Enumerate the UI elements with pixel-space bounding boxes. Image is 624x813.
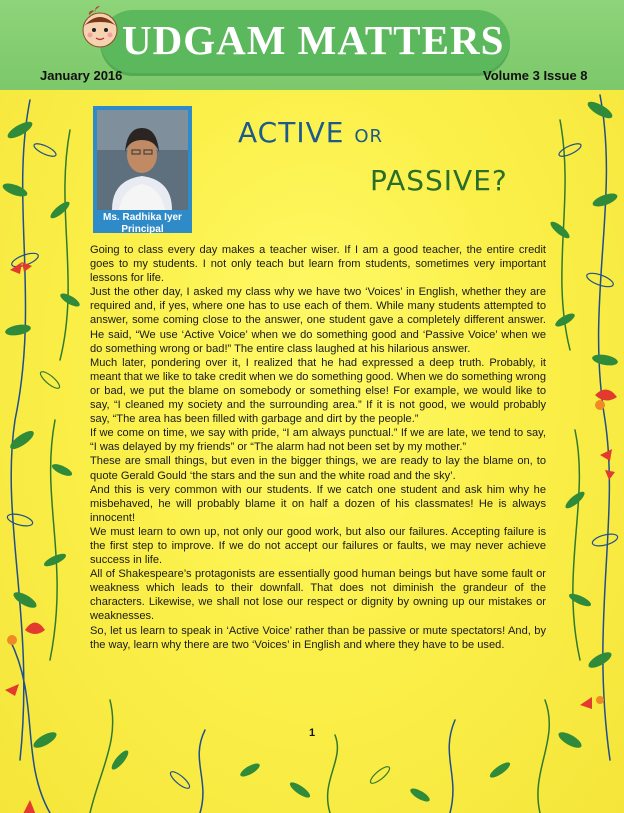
principal-role: Principal <box>121 224 164 235</box>
principal-photo-card <box>93 106 192 233</box>
paragraph: Much later, pondering over it, I realized that he had expressed a deep truth. Probably, it meant that we like to take credit when we do something good. When we do something wrong or bad, we put the blame on somebody or something else! For example, we would like to say, “I cleaned my society and the surrounding area.” If it is not good, we would probably say, “The area has been filled with garbage and dirt by the people.” <box>90 356 546 426</box>
paragraph: Just the other day, I asked my class why we have two ‘Voices’ in English, whether they are required and, if yes, where one has to use each of them. While many students attempted to answer, some coming close to the answer, one student gave a completely different answer. He said, “We use ‘Active Voice’ when we do something good and ‘Passive Voice’ when we do something wrong or bad!” The entire class laughed at his hilarious answer. <box>90 286 546 355</box>
page-number: 1 <box>308 727 316 739</box>
mascot-face-icon <box>76 4 124 52</box>
newsletter-title: UDGAM MATTERS <box>122 17 505 63</box>
principal-name: Ms. Radhika Iyer <box>103 212 182 223</box>
paragraph: If we come on time, we say with pride, “I am always punctual.” If we are late, we tend to say, “I was delayed by my friends” or “The alarm had not been set by my mother.” <box>90 427 546 454</box>
paragraph: Going to class every day makes a teacher wiser. If I am a good teacher, the entire credit goes to my students. I not only teach but learn from students, sometimes very important lessons for life. <box>90 244 546 285</box>
paragraph: We must learn to own up, not only our good work, but also our failures. Accepting failure is the first step to improve. If we do not accept our failures or faults, we may never achieve success in life. <box>90 525 546 567</box>
heading-or-word: OR <box>354 126 384 147</box>
principal-photo <box>97 110 188 210</box>
article-body <box>90 243 546 652</box>
paragraph: These are small things, but even in the bigger things, we are ready to lay the blame on, to quote Gerald Gould ‘the stars and the sun and the white road and the sky’. <box>90 455 546 482</box>
heading-active <box>238 116 383 149</box>
paragraph: So, let us learn to speak in ‘Active Voice’ rather than be passive or mute spectators! And, by the way, learn why there are two ‘Voices’ in English and where they have to be used. <box>90 624 546 651</box>
heading-passive: PASSIVE? <box>370 164 508 197</box>
issue-volume: Volume 3 Issue 8 <box>483 68 588 83</box>
paragraph: All of Shakespeare’s protagonists are essentially good human beings but have some fault or weakness which leads to their downfall. That does not diminish the grandeur of the characters. Likewise, we shall not lose our respect or dignity by owning up our mistakes or weaknesses. <box>90 568 546 623</box>
heading-active-word: ACTIVE <box>238 116 345 149</box>
paragraph: And this is very common with our students. If we catch one student and ask him why he misbehaved, he will probably blame it on half a dozen of his classmates! He is always innocent! <box>90 483 546 524</box>
issue-date: January 2016 <box>40 68 123 83</box>
